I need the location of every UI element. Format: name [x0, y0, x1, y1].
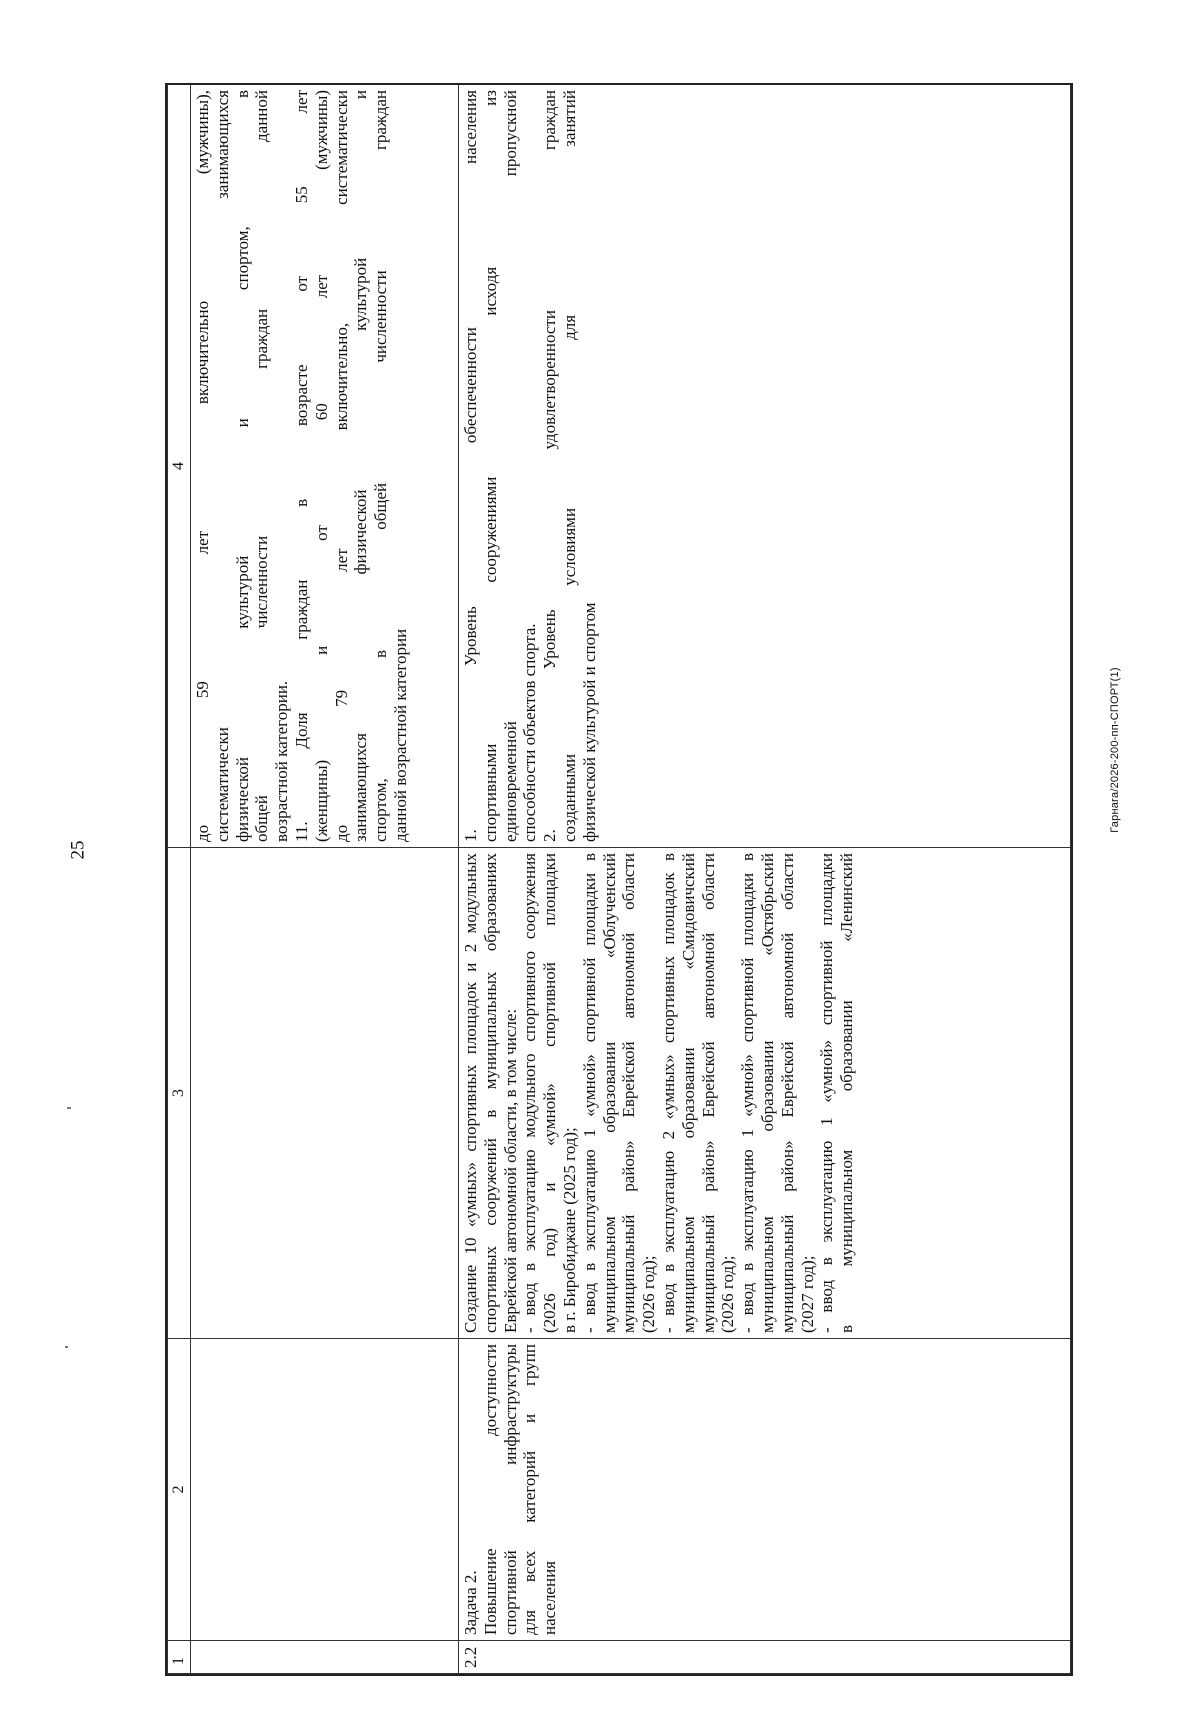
activity-line: муниципальном образовании «Смидовичский — [678, 853, 698, 1333]
activity-line: муниципальный район» Еврейской автономной области — [698, 853, 718, 1333]
activity-line: (2026 год); — [639, 1255, 659, 1333]
activity-line: в г. Биробиджане (2025 год); — [559, 1127, 579, 1333]
activity-line: - ввод в эксплуатацию 1 «умной» спортивной площадки — [817, 853, 837, 1333]
indicator-line: до 59 лет включительно (мужчины), — [193, 90, 212, 842]
task-line: спортивной инфраструктуры — [500, 1344, 520, 1635]
activity-line: в муниципальном образовании «Ленинский — [837, 853, 857, 1333]
indicator-line: физической культурой и спортом — [579, 602, 599, 842]
indicator-line: спортом, в общей численности граждан — [371, 90, 391, 842]
activity-line: - ввод в эксплуатацию модульного спортивного сооружения — [520, 853, 540, 1333]
indicator-line: общей численности граждан данной — [252, 90, 272, 842]
indicators-cell — [459, 85, 1071, 848]
row-number-cell: 2.2 — [459, 1641, 1071, 1674]
document-code: Гарнага/2026-200-пп-СПОРТ(1) — [1109, 667, 1121, 833]
activity-line: (2026 год); — [718, 1255, 738, 1333]
indicator-line: занимающихся физической культурой и — [351, 90, 371, 842]
indicator-line: данной возрастной категории — [390, 628, 410, 842]
indicator-line: 2. Уровень удовлетворенности граждан — [540, 90, 560, 842]
continued-cell-2 — [191, 1339, 459, 1641]
indicator-line: физической культурой и спортом, в — [232, 90, 252, 842]
activities-cell — [459, 848, 1071, 1339]
indicator-line: единовременной пропускной — [500, 90, 520, 842]
scan-speck — [65, 1346, 68, 1348]
page-number: 25 — [67, 840, 89, 860]
activity-line: спортивных сооружений в муниципальных образованиях — [480, 853, 500, 1333]
activity-line: (2026 год) и «умной» спортивной площадки — [540, 853, 560, 1333]
table-row-2-2 — [459, 85, 1071, 1674]
indicator-line: 11. Доля граждан в возрасте от 55 лет — [291, 90, 311, 842]
indicator-line: систематически занимающихся — [212, 90, 232, 842]
task-cell — [459, 1339, 1071, 1641]
indicator-line: 1. Уровень обеспеченности населения — [461, 90, 480, 842]
task-line: для всех категорий и групп — [520, 1344, 540, 1635]
indicator-line: способности объектов спорта. — [520, 623, 540, 842]
continued-cell-3 — [191, 848, 459, 1339]
indicator-line: (женщины) и от 60 лет (мужчины) — [311, 90, 331, 842]
activity-line: - ввод в эксплуатацию 1 «умной» спортивной площадки в — [579, 853, 599, 1333]
activity-line: муниципальном образовании «Облученский — [599, 853, 619, 1333]
indicator-line: созданными условиями для занятий — [559, 90, 579, 842]
column-number-1: 1 — [168, 1641, 191, 1674]
column-number-row — [168, 85, 191, 1674]
task-line: населения — [540, 1561, 560, 1635]
activity-line: муниципальный район» Еврейской автономной области — [619, 853, 639, 1333]
activity-line: муниципальный район» Еврейской автономной области — [777, 853, 797, 1333]
content-table-frame — [165, 83, 1073, 1676]
column-number-3: 3 — [168, 848, 191, 1339]
task-title: Задача 2. — [461, 1570, 480, 1635]
activity-line: муниципальном образовании «Октябрьский — [757, 853, 777, 1333]
task-line: Повышение доступности — [480, 1344, 500, 1635]
continued-indicators-cell — [191, 85, 459, 848]
continued-cell-1 — [191, 1641, 459, 1674]
column-number-2: 2 — [168, 1339, 191, 1641]
indicator-line: до 79 лет включительно, систематически — [331, 90, 351, 842]
activity-line: Создание 10 «умных» спортивных площадок и 2 модульных — [461, 853, 480, 1333]
program-table — [167, 84, 1071, 1674]
activity-line: - ввод в эксплуатацию 1 «умной» спортивной площадки в — [738, 853, 758, 1333]
scan-speck — [67, 1107, 71, 1109]
indicator-line: возрастной категории. — [272, 680, 292, 842]
indicator-line: спортивными сооружениями исходя из — [480, 90, 500, 842]
rotated-table-container — [167, 85, 1071, 1674]
activity-line: - ввод в эксплуатацию 2 «умных» спортивных площадок в — [658, 853, 678, 1333]
activity-line: Еврейской автономной области, в том числе: — [500, 1008, 520, 1333]
column-number-4: 4 — [168, 85, 191, 848]
table-row-continued — [191, 85, 459, 1674]
activity-line: (2027 год); — [797, 1255, 817, 1333]
